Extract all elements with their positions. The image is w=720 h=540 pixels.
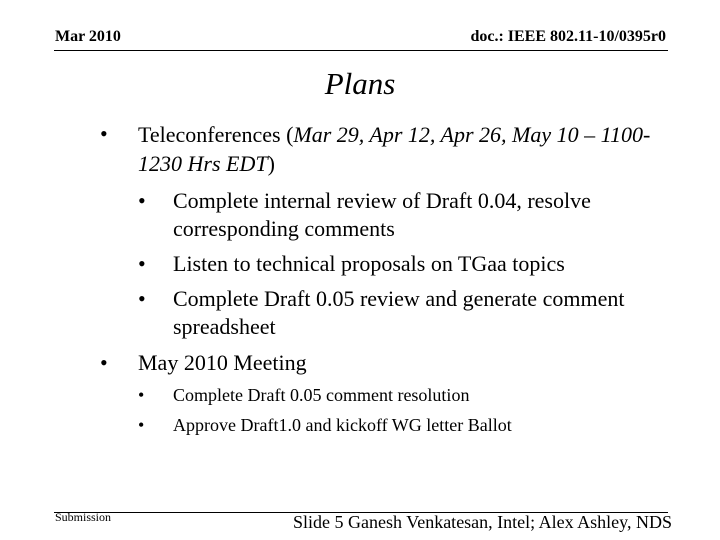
sub-bullet-marker: • [138,286,146,311]
header-date: Mar 2010 [55,28,121,45]
sub-bullet-letter-ballot: Approve Draft1.0 and kickoff WG letter Ballot [173,415,512,435]
sub-bullet-marker: • [138,251,146,276]
sub-bullet-marker: • [138,188,146,213]
footer-author [293,512,672,533]
bullet-teleconferences [138,120,678,178]
header-doc-id: doc.: IEEE 802.11-10/0395r0 [470,28,666,45]
bullet-marker: • [100,350,108,375]
bullet-dates: Mar 29, Apr 12, Apr 26, May 10 – 1100-1230 Hrs EDT [138,122,651,176]
bullet-may-meeting: May 2010 Meeting [138,350,307,375]
footer-slide-number: Slide 5 [293,512,344,532]
bullet-marker: • [100,121,108,146]
sub-bullet-review: Complete internal review of Draft 0.04, resolve corresponding comments [173,188,591,241]
sub-bullet-comment-resolution: Complete Draft 0.05 comment resolution [173,385,470,405]
sub-bullet-proposals: Listen to technical proposals on TGaa topics [173,251,565,276]
sub-bullet-draft-review: Complete Draft 0.05 review and generate comment spreadsheet [173,286,625,339]
footer-author-names: Ganesh Venkatesan, Intel; Alex Ashley, NDS [348,512,672,532]
bullet-text: Teleconferences ( [138,122,294,147]
bullet-text-tail: ) [267,151,275,176]
sub-bullet-marker: • [138,415,145,435]
slide-title: Plans [324,66,396,101]
sub-bullet-marker: • [138,385,145,405]
footer-submission: Submission [55,510,112,524]
